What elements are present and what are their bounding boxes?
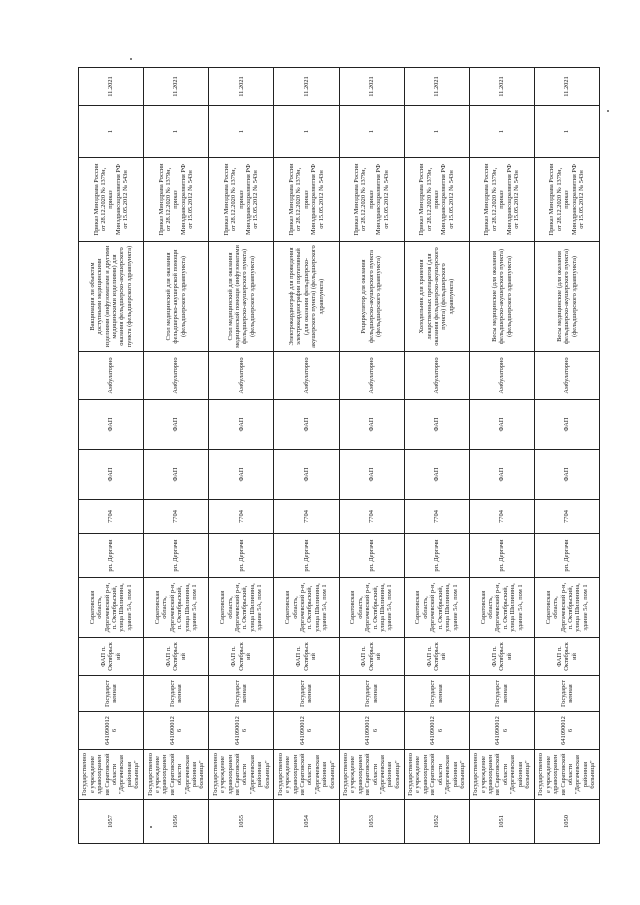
cell-unit-name: ФАП п. Октябрьский <box>534 638 599 676</box>
cell-service: Рециркулятор для оказания фельдшерско-акушерского пункта (фельдшерского здравпункта) <box>339 242 404 352</box>
cell-id: 1050 <box>534 800 599 844</box>
cell-service: Стол медицинский для оказания фельдшерско-акушерской помощи (фельдшерского здравпункта) <box>144 242 209 352</box>
table-row <box>79 68 144 844</box>
cell-oktmo: 7704 <box>534 500 599 534</box>
cell-legal-basis: Приказ Минздрава России от 28.12.2020 № 1379н, приказ Минздравсоцразвития РФ от 15.05.2012 № 543н <box>274 158 339 242</box>
cell-unit-name: ФАП п. Октябрьский <box>404 638 469 676</box>
cell-inn: 6410900126 <box>339 712 404 750</box>
cell-unit-name: ФАП п. Октябрьский <box>339 638 404 676</box>
cell-care-condition: Амбулаторно <box>209 352 274 400</box>
cell-id: 1057 <box>79 800 144 844</box>
cell-ownership: Государственная <box>79 676 144 712</box>
cell-org-name: Государственное учреждение здравоохранения Саратовской области "Дергачевская районная больница" <box>469 750 534 800</box>
cell-ownership: Государственная <box>144 676 209 712</box>
cell-care-condition: Амбулаторно <box>534 352 599 400</box>
cell-org-name: Государственное учреждение здравоохранения Саратовской области "Дергачевская районная больница" <box>209 750 274 800</box>
cell-address: Саратовская область, Дергачевский р-н, п. Октябрьский, улица Шилинина, здание 5А, пом 1 <box>209 578 274 638</box>
cell-address: Саратовская область, Дергачевский р-н, п. Октябрьский, улица Шилинина, здание 5А, пом 1 <box>79 578 144 638</box>
cell-id: 1055 <box>209 800 274 844</box>
cell-id: 1054 <box>274 800 339 844</box>
cell-locality: рп. Дергачи <box>339 534 404 578</box>
cell-unit-type-1: ФАП <box>144 450 209 500</box>
cell-service: Холодильник для хранения лекарственных препаратов (для оказания фельдшерско-акушерского пункта) (фельдшерского здравпункта) <box>404 242 469 352</box>
table-row <box>469 68 534 844</box>
cell-oktmo: 7704 <box>79 500 144 534</box>
cell-count: 1 <box>209 106 274 158</box>
cell-unit-type-2: ФАП <box>79 400 144 450</box>
cell-address: Саратовская область, Дергачевский р-н, п. Октябрьский, улица Шилинина, здание 5А, пом 1 <box>274 578 339 638</box>
cell-care-condition: Амбулаторно <box>274 352 339 400</box>
cell-inn: 6410900126 <box>404 712 469 750</box>
cell-org-name: Государственное учреждение здравоохранения Саратовской области "Дергачевская районная больница" <box>404 750 469 800</box>
cell-unit-type-2: ФАП <box>209 400 274 450</box>
cell-oktmo: 7704 <box>339 500 404 534</box>
cell-date: 11.2021 <box>534 68 599 106</box>
rotated-table-frame <box>78 68 600 844</box>
cell-unit-type-1: ФАП <box>534 450 599 500</box>
cell-locality: рп. Дергачи <box>469 534 534 578</box>
cell-unit-type-1: ФАП <box>469 450 534 500</box>
cell-care-condition: Амбулаторно <box>144 352 209 400</box>
cell-inn: 6410900126 <box>209 712 274 750</box>
cell-oktmo: 7704 <box>209 500 274 534</box>
cell-inn: 6410900126 <box>79 712 144 750</box>
cell-unit-type-1: ФАП <box>274 450 339 500</box>
cell-ownership: Государственная <box>274 676 339 712</box>
cell-oktmo: 7704 <box>469 500 534 534</box>
cell-id: 1056 <box>144 800 209 844</box>
cell-unit-name: ФАП п. Октябрьский <box>79 638 144 676</box>
cell-service: Электрокардиограф для проведения электрокардиографии портативный (для оказания фельдшерско-акушерского пункта) (фельдшерского здравпункта) <box>274 242 339 352</box>
cell-oktmo: 7704 <box>144 500 209 534</box>
cell-service: Весы медицинские (для оказания фельдшерско-акушерского пункта) (фельдшерского здравпункта) <box>534 242 599 352</box>
cell-unit-type-2: ФАП <box>469 400 534 450</box>
cell-date: 11.2021 <box>274 68 339 106</box>
cell-date: 11.2021 <box>469 68 534 106</box>
cell-address: Саратовская область, Дергачевский р-н, п. Октябрьский, улица Шилинина, здание 5А, пом 1 <box>534 578 599 638</box>
cell-unit-type-2: ФАП <box>144 400 209 450</box>
cell-unit-name: ФАП п. Октябрьский <box>469 638 534 676</box>
cell-unit-type-2: ФАП <box>339 400 404 450</box>
cell-count: 1 <box>144 106 209 158</box>
cell-org-name: Государственное учреждение здравоохранения Саратовской области "Дергачевская районная больница" <box>144 750 209 800</box>
cell-org-name: Государственное учреждение здравоохранения Саратовской области "Дергачевская районная больница" <box>339 750 404 800</box>
cell-oktmo: 7704 <box>274 500 339 534</box>
cell-id: 1052 <box>404 800 469 844</box>
cell-date: 11.2021 <box>339 68 404 106</box>
cell-oktmo: 7704 <box>404 500 469 534</box>
table-row <box>534 68 599 844</box>
cell-legal-basis: Приказ Минздрава России от 28.12.2020 № 1379н, приказ Минздравсоцразвития РФ от 15.05.2012 № 543н <box>534 158 599 242</box>
cell-unit-type-2: ФАП <box>534 400 599 450</box>
scan-speck <box>130 58 132 60</box>
cell-date: 11.2021 <box>209 68 274 106</box>
cell-service: Вакцинация ли объектам доступными медицинскими изделиями (инфузоматами и другими медицинскими изделиями) для оказания фельдшерско-акушерского пункта (фельдшерского здравпункта) <box>79 242 144 352</box>
cell-date: 11.2021 <box>144 68 209 106</box>
cell-legal-basis: Приказ Минздрава России от 28.12.2020 № 1379н, приказ Минздравсоцразвития РФ от 15.05.2012 № 543н <box>469 158 534 242</box>
cell-legal-basis: Приказ Минздрава России от 28.12.2020 № 1379н, приказ Минздравсоцразвития РФ от 15.05.2012 № 543н <box>144 158 209 242</box>
rotated-table-sheet <box>78 68 600 844</box>
cell-address: Саратовская область, Дергачевский р-н, п. Октябрьский, улица Шилинина, здание 5А, пом 1 <box>144 578 209 638</box>
cell-ownership: Государственная <box>534 676 599 712</box>
cell-unit-type-1: ФАП <box>339 450 404 500</box>
cell-care-condition: Амбулаторно <box>469 352 534 400</box>
cell-count: 1 <box>339 106 404 158</box>
table-row <box>209 68 274 844</box>
cell-address: Саратовская область, Дергачевский р-н, п. Октябрьский, улица Шилинина, здание 5А, пом 1 <box>339 578 404 638</box>
cell-care-condition: Амбулаторно <box>79 352 144 400</box>
cell-locality: рп. Дергачи <box>534 534 599 578</box>
cell-org-name: Государственное учреждение здравоохранения Саратовской области "Дергачевская районная больница" <box>79 750 144 800</box>
cell-ownership: Государственная <box>404 676 469 712</box>
cell-ownership: Государственная <box>339 676 404 712</box>
cell-service: Стол медицинский для оказания медицинской помощи (инфузоматами фельдшерско-акушерского пункта) (фельдшерского здравпункта) <box>209 242 274 352</box>
cell-unit-type-1: ФАП <box>79 450 144 500</box>
table-row <box>404 68 469 844</box>
cell-count: 1 <box>534 106 599 158</box>
cell-unit-name: ФАП п. Октябрьский <box>144 638 209 676</box>
cell-id: 1051 <box>469 800 534 844</box>
equipment-table <box>78 67 600 844</box>
cell-count: 1 <box>274 106 339 158</box>
table-row <box>144 68 209 844</box>
cell-locality: рп. Дергачи <box>144 534 209 578</box>
cell-locality: рп. Дергачи <box>404 534 469 578</box>
table-body <box>79 68 600 844</box>
cell-unit-name: ФАП п. Октябрьский <box>274 638 339 676</box>
cell-org-name: Государственное учреждение здравоохранения Саратовской области "Дергачевская районная больница" <box>534 750 599 800</box>
cell-locality: рп. Дергачи <box>274 534 339 578</box>
cell-service: Весы медицинские (для оказания фельдшерско-акушерского пункта) (фельдшерского здравпункта) <box>469 242 534 352</box>
cell-org-name: Государственное учреждение здравоохранения Саратовской области "Дергачевская районная больница" <box>274 750 339 800</box>
scan-speck <box>607 110 609 112</box>
cell-unit-type-1: ФАП <box>404 450 469 500</box>
cell-care-condition: Амбулаторно <box>339 352 404 400</box>
cell-care-condition: Амбулаторно <box>404 352 469 400</box>
cell-address: Саратовская область, Дергачевский р-н, п. Октябрьский, улица Шилинина, здание 5А, пом 1 <box>404 578 469 638</box>
cell-locality: рп. Дергачи <box>79 534 144 578</box>
cell-ownership: Государственная <box>209 676 274 712</box>
cell-date: 11.2021 <box>79 68 144 106</box>
cell-unit-type-2: ФАП <box>404 400 469 450</box>
cell-unit-type-1: ФАП <box>209 450 274 500</box>
cell-legal-basis: Приказ Минздрава России от 28.12.2020 № 1379н, приказ Минздравсоцразвития РФ от 15.05.2012 № 543н <box>339 158 404 242</box>
table-row <box>339 68 404 844</box>
cell-legal-basis: Приказ Минздрава России от 28.12.2020 № 1379н, приказ Минздравсоцразвития РФ от 15.05.2012 № 543н <box>404 158 469 242</box>
cell-unit-type-2: ФАП <box>274 400 339 450</box>
cell-id: 1053 <box>339 800 404 844</box>
cell-address: Саратовская область, Дергачевский р-н, п. Октябрьский, улица Шилинина, здание 5А, пом 1 <box>469 578 534 638</box>
cell-inn: 6410900126 <box>534 712 599 750</box>
table-row <box>274 68 339 844</box>
cell-inn: 6410900126 <box>144 712 209 750</box>
cell-count: 1 <box>404 106 469 158</box>
cell-inn: 6410900126 <box>274 712 339 750</box>
cell-locality: рп. Дергачи <box>209 534 274 578</box>
cell-date: 11.2021 <box>404 68 469 106</box>
cell-legal-basis: Приказ Минздрава России от 28.12.2020 № 1379н, приказ Минздравсоцразвития РФ от 15.05.2012 № 543н <box>79 158 144 242</box>
cell-inn: 6410900126 <box>469 712 534 750</box>
cell-count: 1 <box>469 106 534 158</box>
cell-legal-basis: Приказ Минздрава России от 28.12.2020 № 1379н, приказ Минздравсоцразвития РФ от 15.05.2012 № 543н <box>209 158 274 242</box>
cell-unit-name: ФАП п. Октябрьский <box>209 638 274 676</box>
cell-count: 1 <box>79 106 144 158</box>
cell-ownership: Государственная <box>469 676 534 712</box>
